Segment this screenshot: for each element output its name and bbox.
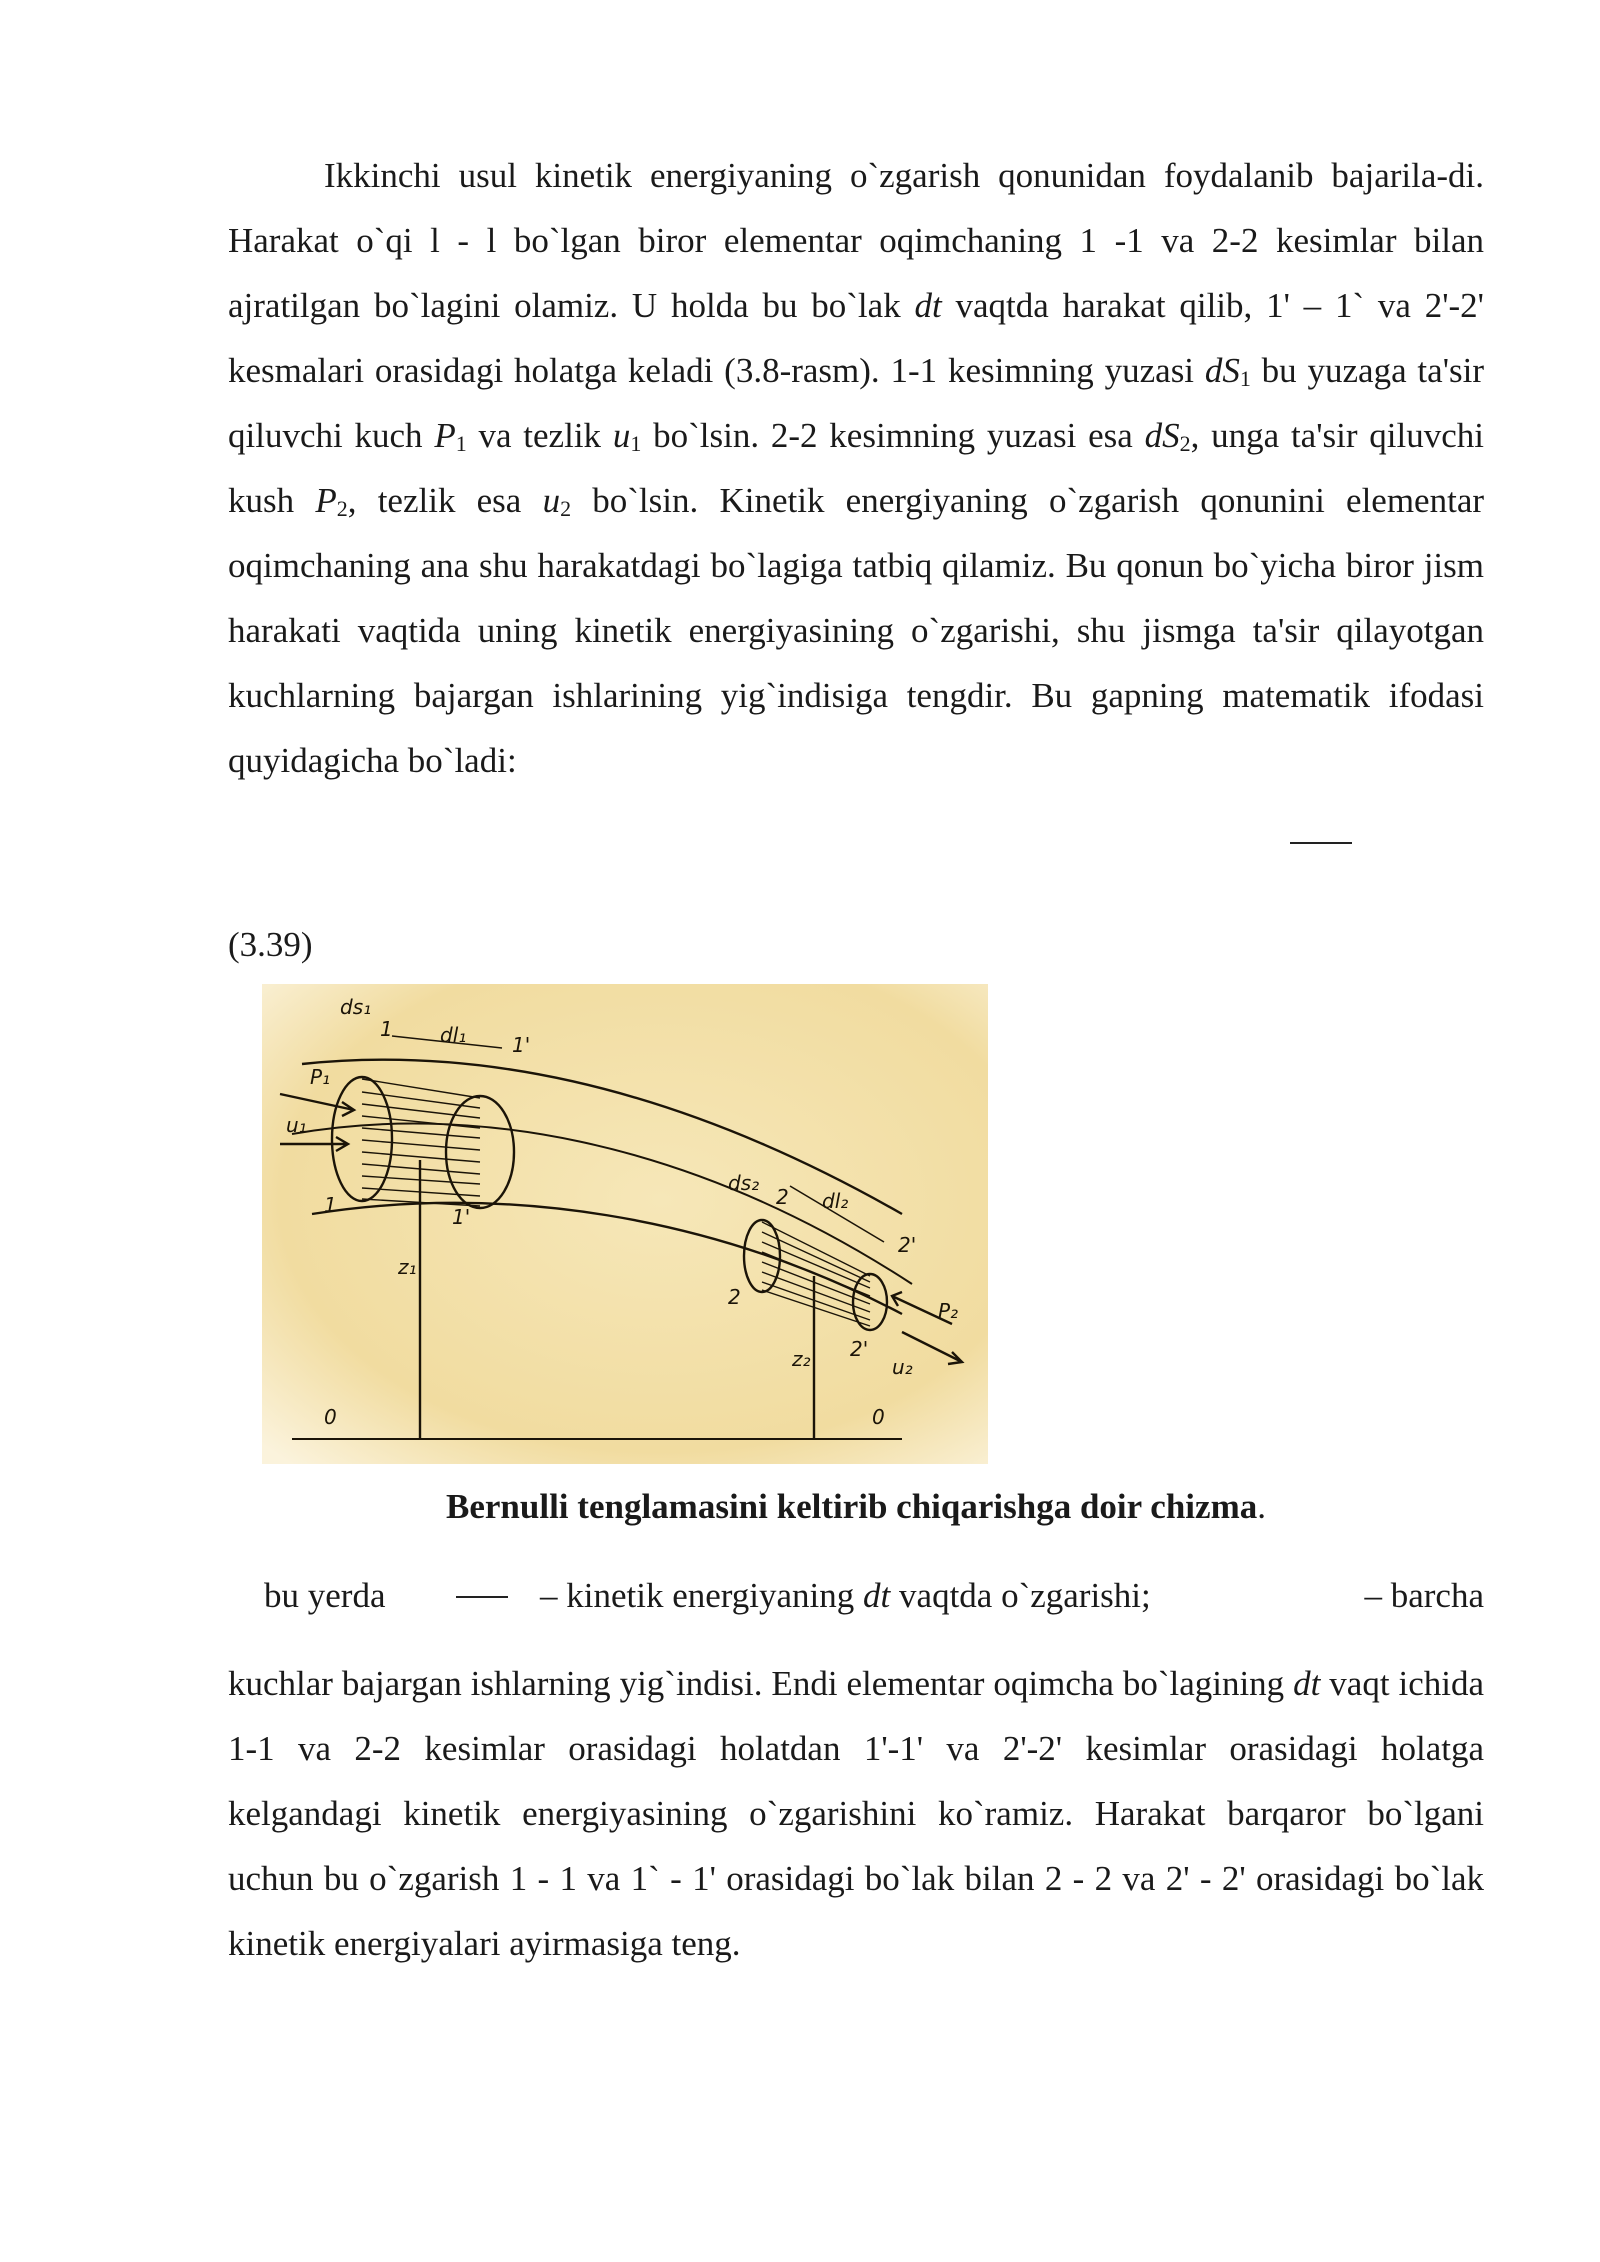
paragraph-2 [228, 1563, 1484, 1628]
text-run: vaqtda o`zgarishi; [890, 1576, 1151, 1615]
math-P2: P [315, 481, 337, 520]
text-run: Ikkinchi usul kinetik energiyaning o`zgarish qonunidan foydalanib bajarila-di. Harakat o`qi l - l bo`lgan biror elementar oqimchaning 1 -1 va 2-2 kesimlar bilan ajratilgan bo`lagini olamiz. U holda bu bo`lak [228, 156, 1484, 325]
subscript: 2 [336, 496, 348, 521]
label-dl2: dl₂ [822, 1189, 849, 1213]
label-1prime-top: 1' [512, 1033, 531, 1057]
label-1prime-bottom: 1' [452, 1205, 471, 1229]
text-run: , unga ta'sir qiluvchi kush [228, 416, 1484, 520]
text-run: vaqt ichida 1-1 va 2-2 kesimlar orasidagi holatdan 1'-1' va 2'-2' kesimlar orasidagi holatga kelgandagi kinetik energiyasining o`zgarishini ko`ramiz. Harakat barqaror bo`lgani uchun bu o`zgarish 1 - 1 va 1` - 1' orasidagi bo`lak bilan 2 - 2 va 2' - 2' orasidagi bo`lak kinetik energiyalari ayirmasiga teng. [228, 1664, 1485, 1963]
text-run: – kinetik energiyaning [540, 1576, 864, 1615]
paragraph-3 [228, 1651, 1484, 1976]
label-2prime-top: 2' [898, 1233, 917, 1257]
explanation-1 [540, 1563, 1151, 1628]
label-P1: P₁ [310, 1065, 331, 1089]
math-dt: dt [863, 1576, 891, 1615]
label-1-top: 1 [380, 1017, 393, 1041]
label-ds2: ds₂ [728, 1171, 760, 1195]
equation-fraction-line [1290, 842, 1352, 844]
label-P2: P₂ [938, 1299, 959, 1323]
text-run: bo`lsin. Kinetik energiyaning o`zgarish qonunini elementar oqimchaning ana shu harakatdagi bo`lagiga tatbiq qilamiz. Bu qonun bo`yicha biror jism harakati vaqtida uning kinetik energiyasining o`zgarishi, shu jismga ta'sir qilayotgan kuchlarning bajargan ishlarining yig`indisiga tengdir. Bu gapning matematik ifodasi quyidagicha bo`ladi: [228, 481, 1485, 780]
caption-text: Bernulli tenglamasini keltirib chiqarishga doir chizma [446, 1487, 1258, 1526]
explanation-2: – barcha [1364, 1576, 1484, 1615]
text-run: vaqtda harakat qilib, 1' – 1` va 2'-2' kesmalari orasidagi holatga keladi (3.8-rasm). 1-1 kesimning yuzasi [228, 286, 1484, 390]
math-u2: u [542, 481, 561, 520]
text-run: bu yuzaga ta'sir qiluvchi kuch [228, 351, 1484, 455]
stream-tube-drawing [262, 984, 988, 1464]
text-run: va tezlik [466, 416, 613, 455]
caption-period: . [1257, 1487, 1266, 1526]
math-dS2: dS [1144, 416, 1180, 455]
label-O-right: 0 [872, 1405, 885, 1429]
subscript: 1 [1239, 366, 1251, 391]
bu-yerda-label: bu yerda [264, 1576, 386, 1615]
subscript: 2 [560, 496, 572, 521]
subscript: 1 [630, 431, 642, 456]
math-u1: u [612, 416, 631, 455]
label-u2: u₂ [892, 1355, 913, 1379]
subscript: 2 [1179, 431, 1191, 456]
text-run: kuchlar bajargan ishlarning yig`indisi. Endi elementar oqimcha bo`lagining [228, 1664, 1294, 1703]
subscript: 1 [455, 431, 467, 456]
math-P1: P [434, 416, 456, 455]
label-2prime-bottom: 2' [850, 1337, 869, 1361]
paragraph-1 [228, 143, 1484, 793]
figure-caption [228, 1474, 1484, 1539]
label-z2: z₂ [792, 1347, 811, 1371]
label-dl1: dl₁ [440, 1023, 467, 1047]
math-dt: dt [1293, 1664, 1321, 1703]
label-1-bottom: 1 [324, 1193, 337, 1217]
label-u1: u₁ [286, 1113, 307, 1137]
label-2-top: 2 [776, 1185, 789, 1209]
math-dt: dt [914, 286, 942, 325]
figure-background [262, 984, 988, 1464]
math-dS1: dS [1204, 351, 1240, 390]
equation-number: (3.39) [228, 925, 313, 964]
inline-fraction-line [456, 1596, 508, 1598]
text-run: bo`lsin. 2-2 kesimning yuzasi esa [641, 416, 1145, 455]
label-2-bottom: 2 [728, 1285, 741, 1309]
label-O-left: 0 [324, 1405, 337, 1429]
label-ds1: ds₁ [340, 995, 372, 1019]
text-run: , tezlik esa [347, 481, 543, 520]
label-z1: z₁ [398, 1255, 417, 1279]
bernoulli-stream-figure [262, 984, 988, 1464]
